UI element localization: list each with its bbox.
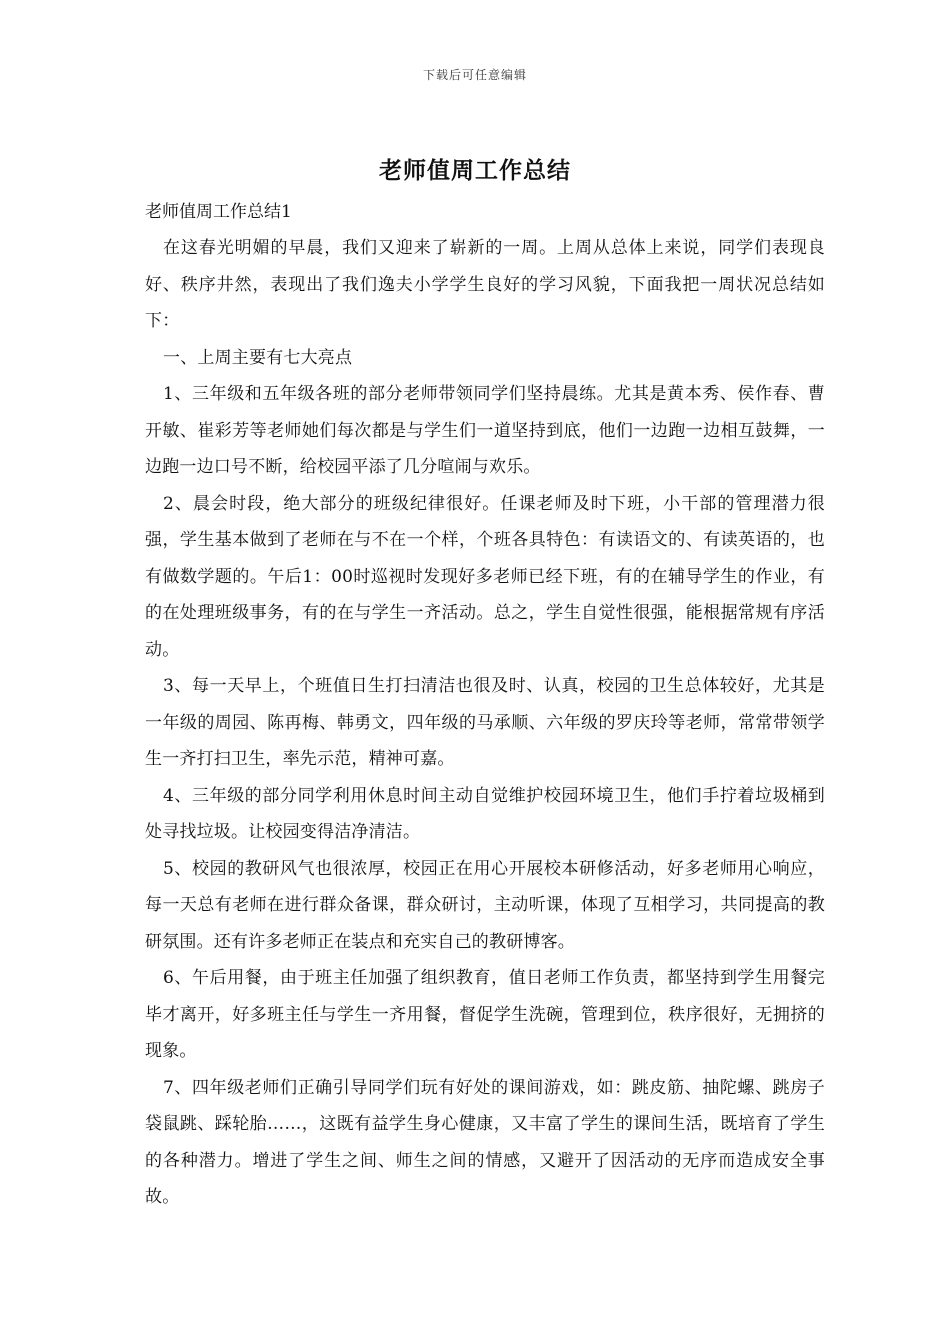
- document-body: [145, 198, 825, 1216]
- paragraph-item-6: 6、午后用餐，由于班主任加强了组织教育，值日老师工作负责，都坚持到学生用餐完毕才离开，好多班主任与学生一齐用餐，督促学生洗碗，管理到位，秩序很好，无拥挤的现象。: [145, 968, 825, 1061]
- paragraph-highlights-heading: 一、上周主要有七大亮点: [163, 347, 353, 368]
- section-subtitle: 老师值周工作总结1: [145, 202, 292, 222]
- paragraph-item-2: 2、晨会时段，绝大部分的班级纪律很好。任课老师及时下班，小干部的管理潜力很强，学生基本做到了老师在与不在一个样，个班各具特色：有读语文的、有读英语的，也有做数学题的。午后1：00时巡视时发现好多老师已经下班，有的在辅导学生的作业，有的在处理班级事务，有的在与学生一齐活动。总之，学生自觉性很强，能根据常规有序活动。: [145, 493, 825, 660]
- paragraph-intro: 在这春光明媚的早晨，我们又迎来了崭新的一周。上周从总体上来说，同学们表现良好、秩序井然，表现出了我们逸夫小学学生良好的学习风貌，下面我把一周状况总结如下：: [145, 238, 825, 331]
- paragraph-item-5: 5、校园的教研风气也很浓厚，校园正在用心开展校本研修活动，好多老师用心响应，每一天总有老师在进行群众备课，群众研讨，主动听课，体现了互相学习，共同提高的教研氛围。还有许多老师正在装点和充实自己的教研博客。: [145, 858, 825, 952]
- paragraph-item-3: 3、每一天早上，个班值日生打扫清洁也很及时、认真，校园的卫生总体较好，尤其是一年级的周园、陈再梅、韩勇文，四年级的马承顺、六年级的罗庆玲等老师，常常带领学生一齐打扫卫生，率先示范，精神可嘉。: [145, 676, 825, 769]
- paragraph-item-7: 7、四年级老师们正确引导同学们玩有好处的课间游戏，如：跳皮筋、抽陀螺、跳房子袋鼠跳、踩轮胎……，这既有益学生身心健康，又丰富了学生的课间生活，既培育了学生的各种潜力。增进了学生之间、师生之间的情感，又避开了因活动的无序而造成安全事故。: [145, 1077, 825, 1207]
- paragraph-item-4: 4、三年级的部分同学利用休息时间主动自觉维护校园环境卫生，他们手拧着垃圾桶到处寻找垃圾。让校园变得洁净清洁。: [145, 785, 825, 842]
- document-title: 老师值周工作总结: [379, 157, 571, 184]
- paragraph-item-1: 1、三年级和五年级各班的部分老师带领同学们坚持晨练。尤其是黄本秀、侯作春、曹开敏、崔彩芳等老师她们每次都是与学生们一道坚持到底，他们一边跑一边相互鼓舞，一边跑一边口号不断，给校园平添了几分喧闹与欢乐。: [145, 384, 825, 477]
- header-note: 下载后可任意编辑: [422, 68, 527, 82]
